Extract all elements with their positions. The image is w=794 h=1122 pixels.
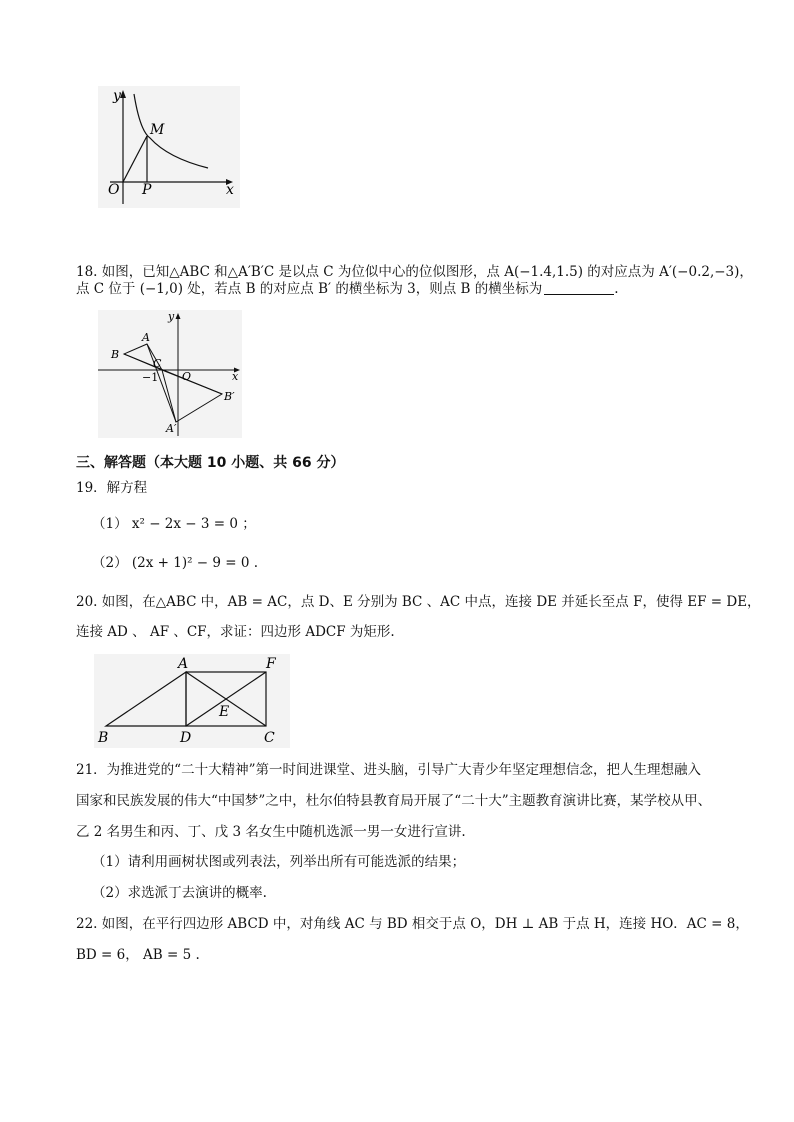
q20-line-2: 连接 AD 、 AF 、CF，求证：四边形 ADCF 为矩形.: [76, 624, 395, 640]
point-a-label: A: [142, 331, 150, 344]
figure-20-rectangle-adcf: [94, 654, 290, 748]
q18-answer-blank[interactable]: [544, 280, 614, 295]
q19-part-2: （2） (2x + 1)² − 9 = 0 .: [92, 555, 259, 571]
x-axis-label: x: [232, 370, 239, 383]
point-c-label: C: [153, 357, 162, 370]
q21-line-1: 21．为推进党的“二十大精神”第一时间进课堂、进头脑，引导广大青少年坚定理想信念，把人生理想融入: [76, 762, 701, 778]
figure-18-background: [98, 310, 242, 438]
point-c-label: C: [264, 730, 275, 746]
point-a-label: A: [178, 656, 189, 672]
q21-line-3: 乙 2 名男生和丙、丁、戊 3 名女生中随机选派一男一女进行宣讲.: [76, 824, 466, 840]
point-f-label: F: [266, 656, 276, 672]
point-p-label: P: [142, 182, 152, 198]
q18-line-1: 18. 如图，已知△ABC 和△A′B′C 是以点 C 为位似中心的位似图形，点 A(−1.4,1.5) 的对应点为 A′(−0.2,−3)，: [76, 264, 753, 280]
point-m-label: M: [150, 122, 165, 138]
figure-18-similar-triangles: [98, 310, 242, 438]
point-b-label: B: [111, 348, 120, 361]
origin-label: O: [108, 182, 120, 198]
y-axis-label: y: [168, 310, 175, 323]
x-axis-label: x: [226, 182, 234, 198]
q20-line-1: 20. 如图，在△ABC 中，AB = AC，点 D、E 分别为 BC 、AC 中点，连接 DE 并延长至点 F，使得 EF = DE，: [76, 594, 761, 610]
q21-part-1: （1）请利用画树状图或列表法，列举出所有可能选派的结果；: [92, 854, 466, 870]
point-b-label: B: [98, 730, 109, 746]
q21-part-2: （2）求选派丁去演讲的概率.: [92, 885, 267, 901]
point-a-prime-label: A′: [166, 422, 177, 435]
q18-line-2-end: .: [614, 281, 619, 297]
q22-line-2: BD = 6， AB = 5 .: [76, 947, 200, 963]
q19-stem: 19．解方程: [76, 480, 148, 496]
figure-17-hyperbola: [98, 86, 240, 208]
tick-neg-one-label: −1: [142, 371, 159, 384]
point-e-label: E: [219, 704, 230, 720]
point-b-prime-label: B′: [224, 390, 235, 403]
point-d-label: D: [180, 730, 192, 746]
q18-line-2-text: 点 C 位于 (−1,0) 处，若点 B 的对应点 B′ 的横坐标为 3，则点 B 的横坐标为: [76, 281, 543, 297]
q22-line-1: 22. 如图，在平行四边形 ABCD 中，对角线 AC 与 BD 相交于点 O，DH ⊥ AB 于点 H，连接 HO．AC = 8，: [76, 916, 749, 932]
q18-line-2: [76, 279, 619, 299]
y-axis-label: y: [113, 88, 121, 104]
figure-20-background: [94, 654, 290, 748]
section-3-heading: 三、解答题（本大题 10 小题、共 66 分）: [76, 455, 345, 471]
q21-line-2: 国家和民族发展的伟大“中国梦”之中，杜尔伯特县教育局开展了“二十大”主题教育演讲比赛，某学校从甲、: [76, 793, 712, 809]
q19-part-1: （1） x² − 2x − 3 = 0 ；: [92, 516, 256, 532]
origin-label: O: [182, 370, 192, 383]
